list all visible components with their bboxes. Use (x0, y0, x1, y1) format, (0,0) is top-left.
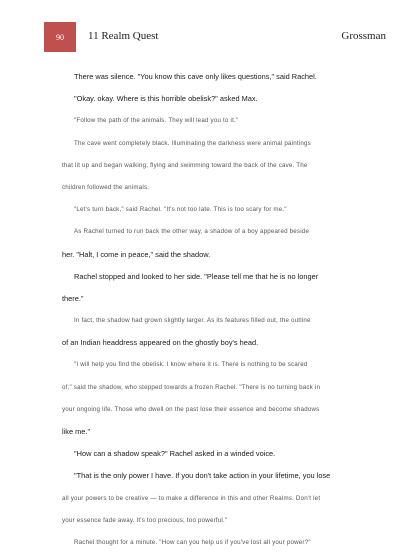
text-line: "That is the only power I have. If you don't take action in your lifetime, you lose (74, 471, 331, 481)
text-line: "I will help you find the obelisk. I know where it is. There is nothing to be scared (74, 361, 308, 369)
text-line: "Follow the path of the animals. They will lead you to it." (74, 117, 239, 125)
text-line: that lit up and began walking, flying and swimming toward the back of the cave. The (62, 161, 308, 169)
text-line: there." (62, 293, 84, 303)
text-line: "How can a shadow speak?" Rachel asked in a winded voice. (74, 449, 276, 459)
author-name: Grossman (341, 30, 386, 42)
text-line: In fact, the shadow had grown slightly larger. As its features filled out, the outline (74, 317, 311, 325)
text-line: "Let's turn back," said Rachel. "It's not too late. This is too scary for me." (74, 206, 287, 214)
text-line: children followed the animals. (62, 183, 150, 191)
book-title: 11 Realm Quest (88, 30, 159, 42)
text-line: your essence fade away. It's too precious; too powerful." (62, 516, 228, 524)
text-line: all your powers to be creative — to make a difference in this and other Realms. Don't let (62, 494, 321, 502)
text-line: your ongoing life. Those who dwell on the past lose their essence and become shadows (62, 405, 320, 413)
text-line: of an Indian headdress appeared on the ghostly boy's head. (62, 338, 259, 348)
text-line: There was silence. "You know this cave only likes questions," said Rachel. (74, 72, 317, 81)
text-line: As Rachel turned to run back the other way, a shadow of a boy appeared beside (74, 228, 310, 236)
text-line: of," said the shadow, who stepped towards a frozen Rachel. "There is no turning back in (62, 383, 321, 391)
text-line: like me." (62, 427, 91, 436)
text-line: Rachel thought for a minute. "How can you help us if you've lost all your power?" (74, 538, 311, 546)
page-number: 90 (56, 32, 64, 42)
text-line: her. "Halt, I come in peace," said the shadow. (62, 249, 211, 259)
page-body (62, 66, 380, 554)
text-line: "Okay. okay. Where is this horrible obelisk?" asked Max. (74, 94, 258, 104)
text-line: The cave went completely black. Illuminating the darkness were animal paintings (74, 139, 311, 147)
text-line: Rachel stopped and looked to her side. "Please tell me that he is no longer (74, 271, 319, 281)
page-number-badge (44, 22, 76, 52)
